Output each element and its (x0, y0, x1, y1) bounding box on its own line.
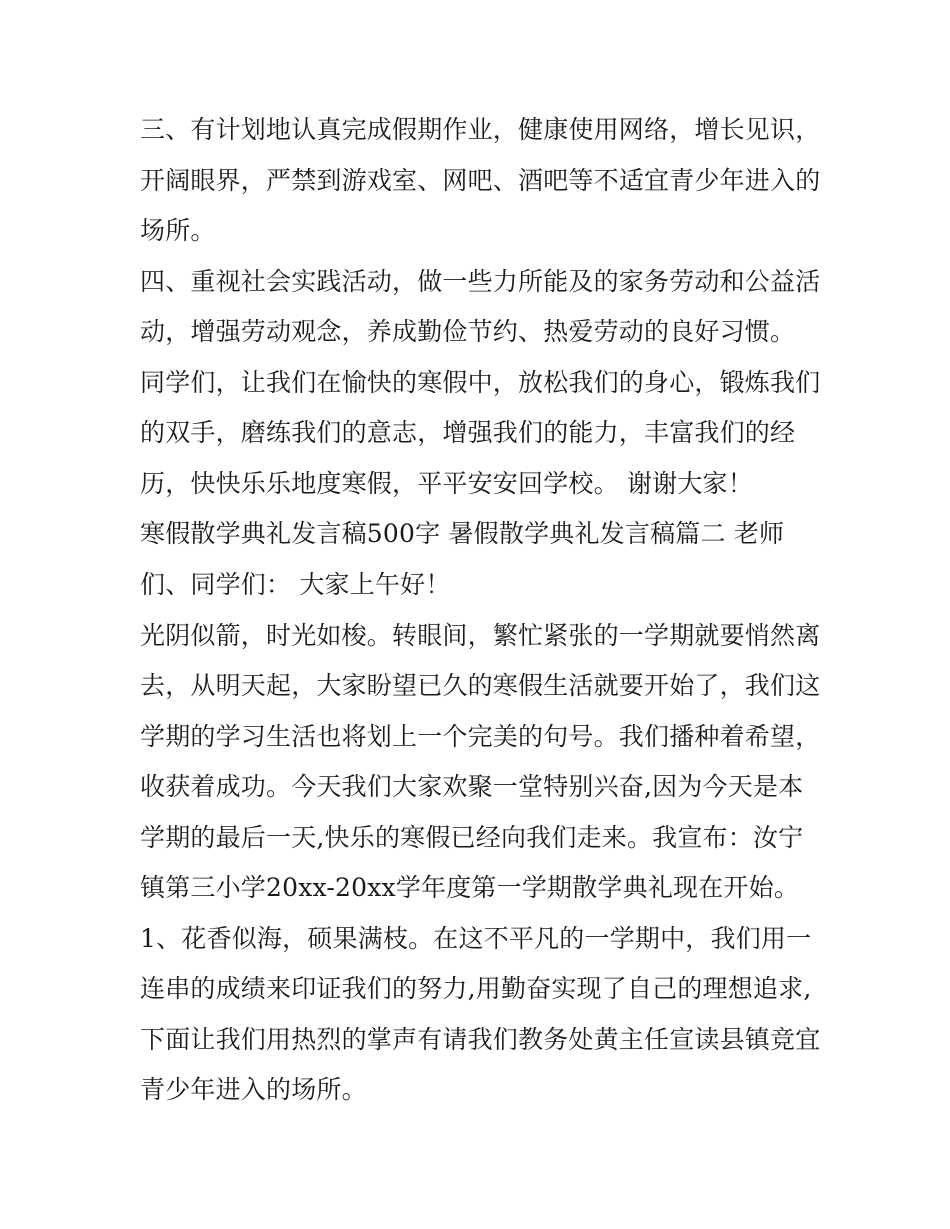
text-line: 动，增强劳动观念，养成勤俭节约、热爱劳动的良好习惯。 (140, 317, 796, 346)
text-line: 同学们，让我们在愉快的寒假中，放松我们的身心，锻炼我们 (140, 368, 821, 397)
text-line: 三、有计划地认真完成假期作业，健康使用网络，增长见识， (140, 115, 821, 144)
text-line: 收获着成功。今天我们大家欢聚一堂特别兴奋,因为今天是本 (140, 772, 804, 801)
text-line: 学期的学习生活也将划上一个完美的句号。我们播种着希望， (140, 722, 821, 751)
text-line: 们、同学们： 大家上午好！ (140, 570, 451, 599)
text-line: 寒假散学典礼发言稿500字 暑假散学典礼发言稿篇二 老师 (140, 519, 785, 548)
text-line: 1、花香似海，硕果满枝。在这不平凡的一学期中，我们用一 (140, 924, 812, 953)
text-line: 青少年进入的场所。 (140, 1075, 367, 1104)
text-line: 的双手，磨练我们的意志，增强我们的能力，丰富我们的经 (140, 418, 796, 447)
text-line: 下面让我们用热烈的掌声有请我们教务处黄主任宣读县镇竞宜 (140, 1025, 821, 1054)
text-line: 连串的成绩来印证我们的努力,用勤奋实现了自己的理想追求, (140, 974, 812, 1003)
text-line: 光阴似箭，时光如梭。转眼间，繁忙紧张的一学期就要悄然离 (140, 621, 821, 650)
text-line: 场所。 (140, 216, 216, 245)
text-line: 去，从明天起，大家盼望已久的寒假生活就要开始了，我们这 (140, 671, 821, 700)
text-line: 镇第三小学20xx-20xx学年度第一学期散学典礼现在开始。 (140, 873, 800, 902)
text-line: 历，快快乐乐地度寒假，平平安安回学校。 谢谢大家！ (140, 469, 753, 498)
text-line: 学期的最后一天,快乐的寒假已经向我们走来。我宣布：汝宁 (140, 823, 804, 852)
text-line: 开阔眼界，严禁到游戏室、网吧、酒吧等不适宜青少年进入的 (140, 166, 821, 195)
text-line: 四、重视社会实践活动，做一些力所能及的家务劳动和公益活 (140, 267, 821, 296)
